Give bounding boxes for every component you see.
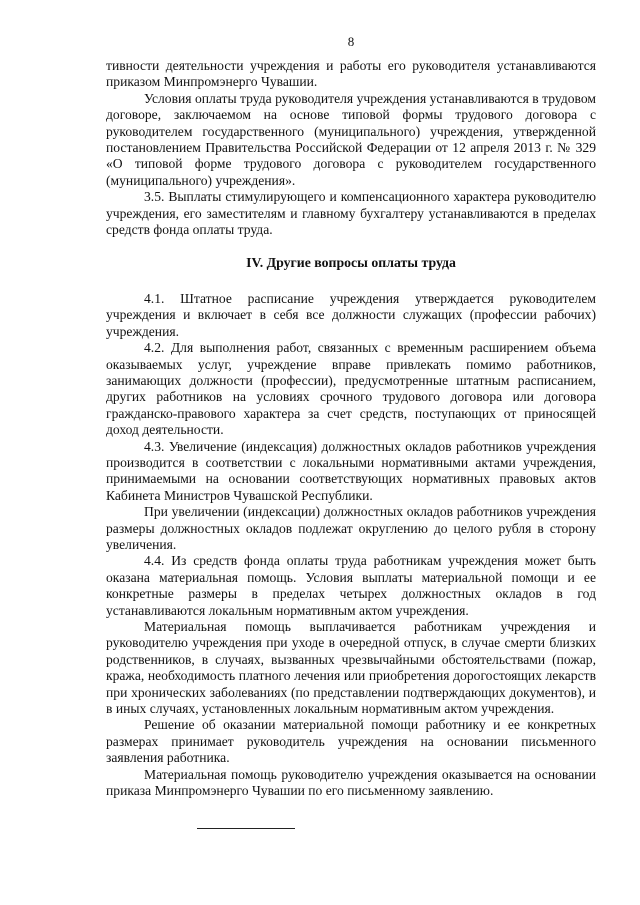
paragraph-director-pay-terms: Условия оплаты труда руководителя учреждения устанавливаются в трудовом договоре, заключаемом на основе типовой формы трудового договора с руководителем государственного (муниципального) учреждения, утвержденной постановлением Правительства Российской Федерации от 12 апреля 2013 г. № 329 «О типовой форме трудового договора с руководителем государственного (муниципального) учреждения». bbox=[106, 90, 596, 188]
paragraph-material-aid-decision: Решение об оказании материальной помощи работнику и ее конкретных размерах принимает руководитель учреждения на основании письменного заявления работника. bbox=[106, 717, 596, 766]
paragraph-continuation: тивности деятельности учреждения и работы его руководителя устанавливаются приказом Минпромэнерго Чувашии. bbox=[106, 58, 596, 90]
page-number: 8 bbox=[347, 34, 355, 49]
paragraph-indexation-rounding: При увеличении (индексации) должностных окладов работников учреждения размеры должностных окладов подлежат округлению до целого рубля в сторону увеличения. bbox=[106, 504, 596, 552]
paragraph-material-aid-director: Материальная помощь руководителю учреждения оказывается на основании приказа Минпромэнерго Чувашии по его письменному заявлению. bbox=[106, 766, 596, 799]
paragraph-4-3: 4.3. Увеличение (индексация) должностных окладов работников учреждения производится в соответствии с локальными нормативными актами учреждения, принимаемыми на основании соответствующих нормативных правовых актов Кабинета Министров Чувашской Республики. bbox=[106, 438, 596, 503]
section-heading-iv: IV. Другие вопросы оплаты труда bbox=[246, 255, 456, 271]
paragraph-4-4: 4.4. Из средств фонда оплаты труда работникам учреждения может быть оказана материальная помощь. Условия выплаты материальной помощи и ее конкретные размеры в пределах четырех должностных окладов в год устанавливаются локальным нормативным актом учреждения. bbox=[106, 553, 596, 618]
paragraph-3-5: 3.5. Выплаты стимулирующего и компенсационного характера руководителю учреждения, его заместителям и главному бухгалтеру устанавливаются в пределах средств фонда оплаты труда. bbox=[106, 189, 596, 238]
paragraph-4-1: 4.1. Штатное расписание учреждения утверждается руководителем учреждения и включает в себя все должности служащих (профессии рабочих) учреждения. bbox=[106, 290, 596, 339]
paragraph-material-aid-cases: Материальная помощь выплачивается работникам учреждения и руководителю учреждения при уходе в очередной отпуск, в случае смерти близких родственников, в случаях, вызванных чрезвычайными обстоятельствами (пожар, кража, необходимость платного лечения или приобретения дорогостоящих лекарств при хронических заболеваниях (по представлении подтверждающих документов), и в иных случаях, установленных локальным нормативным актом учреждения. bbox=[106, 619, 596, 717]
document-body bbox=[106, 58, 596, 799]
end-divider-line bbox=[197, 828, 295, 829]
paragraph-4-2: 4.2. Для выполнения работ, связанных с временным расширением объема оказываемых услуг, учреждение вправе привлекать помимо работников, занимающих должности (профессии), предусмотренные штатным расписанием, других работников на условиях срочного трудового договора или договора гражданско-правового характера за счет средств, поступающих от приносящей доход деятельности. bbox=[106, 340, 596, 438]
